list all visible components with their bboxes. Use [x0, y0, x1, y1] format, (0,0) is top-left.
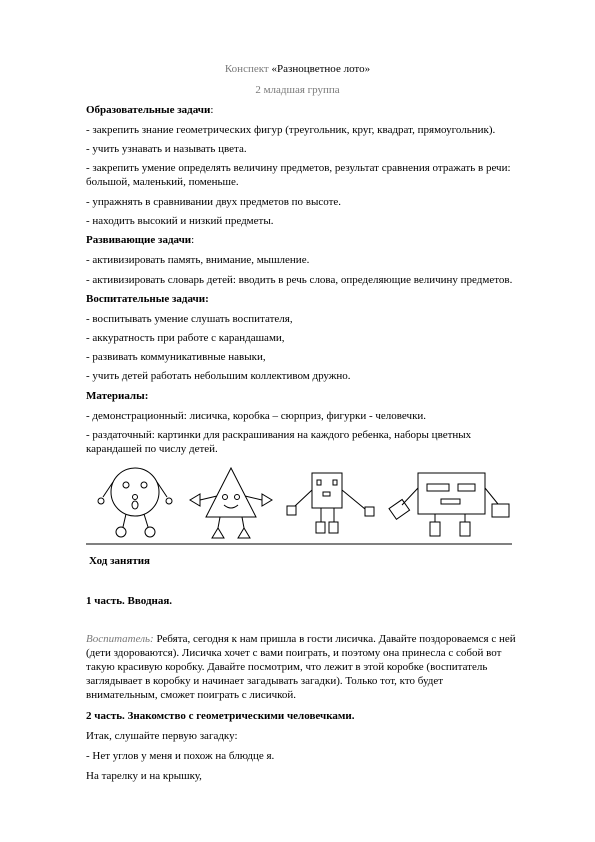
upbringing-item: - развивать коммуникативные навыки, [86, 351, 266, 363]
educational-item: - учить узнавать и называть цвета. [86, 143, 247, 155]
part1-line: заглядывает в коробку и начинает загадывать загадки). Только тот, кто будет [86, 675, 444, 687]
materials-item: - демонстрационный: лисичка, коробка – сюрприз, фигурки - человечки. [86, 410, 427, 422]
document-subtitle: 2 младшая группа [255, 84, 340, 96]
developing-item: - активизировать словарь детей: вводить в речь слова, определяющие величину предметов. [86, 274, 513, 286]
educational-item: большой, маленький, поменьше. [86, 176, 239, 188]
triangle-man-figure [190, 468, 272, 538]
title-main: «Разноцветное лото» [271, 63, 371, 75]
title-prefix: Конспект [224, 63, 272, 75]
educational-item: - находить высокий и низкий предметы. [86, 215, 274, 227]
part2-heading: 2 часть. Знакомство с геометрическими человечками. [86, 710, 355, 722]
educational-heading-colon: : [210, 104, 214, 116]
developing-item: - активизировать память, внимание, мышление. [86, 254, 310, 266]
lesson-heading: Ход занятия [89, 555, 151, 567]
part2-line: Итак, слушайте первую загадку: [86, 730, 238, 742]
part1-heading: 1 часть. Вводная. [86, 595, 173, 607]
part1-line: (дети здороваются). Лисичка хочет с вами поиграть, и поэтому она принесла с собой вот [86, 647, 502, 659]
materials-item: карандашей по числу детей. [86, 443, 218, 455]
developing-heading-colon: : [191, 234, 195, 246]
educational-item: - упражнять в сравнивании двух предметов по высоте. [86, 196, 342, 208]
upbringing-item: - аккуратность при работе с карандашами, [86, 332, 285, 344]
part1-line [86, 633, 516, 646]
square-man-figure [287, 473, 374, 533]
educational-item: - закрепить знание геометрических фигур (треугольник, круг, квадрат, прямоугольник). [86, 124, 496, 136]
materials-heading: Материалы: [86, 390, 149, 402]
materials-item: - раздаточный: картинки для раскрашивания на каждого ребенка, наборы цветных [86, 429, 472, 441]
part2-line: - Нет углов у меня и похож на блюдце я. [86, 750, 275, 762]
educational-heading-text: Образовательные задачи [86, 104, 211, 116]
rectangle-man-figure [389, 473, 509, 536]
circle-man-figure [98, 468, 172, 537]
speaker-label: Воспитатель: [86, 633, 154, 645]
part1-line-text: Ребята, сегодня к нам пришла в гости лисичка. Давайте поздороваемся с ней [153, 633, 516, 645]
educational-item: - закрепить умение определять величину предметов, результат сравнения отражать в речи: [86, 162, 511, 174]
part1-line: внимательным, сможет поиграть с лисичкой. [86, 689, 297, 701]
upbringing-item: - воспитывать умение слушать воспитателя, [86, 313, 293, 325]
upbringing-item: - учить детей работать небольшим коллективом дружно. [86, 370, 351, 382]
developing-heading-text: Развивающие задачи [86, 234, 192, 246]
upbringing-heading: Воспитательные задачи: [86, 293, 209, 305]
part2-line: На тарелку и на крышку, [86, 770, 202, 782]
part1-line: такую красивую коробку. Давайте посмотрим, что лежит в этой коробке (воспитатель [86, 661, 488, 673]
